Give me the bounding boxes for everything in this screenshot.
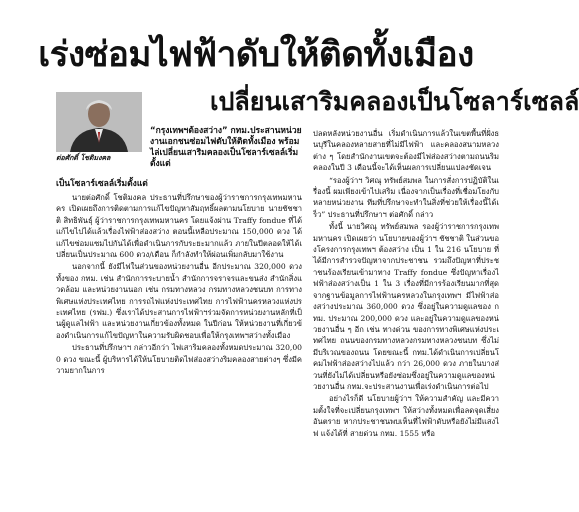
article-subhead: เป็นโซลาร์เซลล์เริ่มตั้งแต่	[56, 179, 148, 189]
author-photo	[56, 92, 142, 152]
paragraph: ประธานที่ปรึกษาฯ กล่าวอีกว่า ไฟเสาริมคลองทั้งหมดประมาณ 320,000 ดวง ขณะนี้ ผู้บริหารได้ให้นโยบายติดไฟส่องสว่างริมคลองสายต่างๆ ซึ่งมีความยากในการ	[56, 343, 302, 376]
paragraph: อย่างไรก็ดี นโยบายผู้ว่าฯ ให้ความสำคัญ และมีความตั้งใจที่จะเปลี่ยนกรุงเทพฯ ให้สว่างทั้งหมดเพื่อลดจุดเสี่ยงอันตราย หากประชาชนพบเห็นที่ไฟฟ้าดับหรือยังไม่มีแสงไฟ แจ้งได้ที่ สายด่วน กทม. 1555 หรือ	[313, 394, 499, 438]
headline-line-2: เปลี่ยนเสาริมคลองเป็นโซลาร์เซลล์	[210, 87, 579, 116]
paragraph: นอกจากนี้ ยังมีไฟในส่วนของหน่วยงานอื่น อีกประมาณ 320,000 ดวง ทั้งของ กทม. เช่น สำนักการระบายน้ำ สำนักการจราจรและขนส่ง สำนักสิ่งแวดล้อม และหน่วยงานนอก เช่น กรมทางหลวง กรมทางหลวงชนบท การทางพิเศษแห่งประเทศไทย การรถไฟแห่งประเทศไทย การไฟฟ้านครหลวงแห่งประเทศไทย (รฟม.) ซึ่งเราได้ประสานการไฟฟ้าฯร่วมจัดการหน่วยงานหลักที่เป็นผู้ดูแลไฟฟ้า และหน่วยงานเกี่ยวข้องทั้งหมด ในปีก่อน ให้หน่วยงานที่เกี่ยวข้องดำเนินการแก้ไขปัญหาในความรับผิดชอบเพื่อให้กรุงเทพฯสว่างทั้งเมือง	[56, 262, 302, 340]
article-lede: “กรุงเทพฯต้องสว่าง” กทม.ประสานหน่วยงานเอกชนซ่อมไฟดับให้ติดทั้งเมือง พร้อมไล่เปลี่ยนเสาริมคลองเป็นโซลาร์เซลล์เริ่มตั้งแต่	[150, 126, 302, 169]
headline-line-1: เร่งซ่อมไฟฟ้าดับให้ติดทั้งเมือง	[38, 35, 474, 75]
paragraph: ปลดหลังหน่วยงานอื่น เริ่มดำเนินการแล้วในเขตพื้นที่ฝั่งธนบุรีในคลองหลายสายที่ไม่มีไฟฟ้า และคลองสนามหลวงต่าง ๆ โดยสำนักงานเขตจะต้องมีไฟส่องสว่างตามถนนริมคลองในปี 3 เดือนนี้จะได้เห็นผลการเปลี่ยนแปลงชัดเจน	[313, 129, 499, 173]
paragraph: “รองผู้ว่าฯ วิศณุ ทรัพย์สมพล ในการสั่งการปฏิบัติในเรื่องนี้ ผมเพียงเข้าไปเสริม เนื่องจากเป็นเรื่องที่เชื่อมโยงกับหลายหน่วยงาน ทีมที่ปรึกษาจะทำในสิ่งที่ช่วยให้เรื่องนี้ได้เร็ว” ประธานที่ปรึกษาฯ ต่อศักดิ์ กล่าว	[313, 175, 499, 219]
portrait-image	[56, 92, 142, 152]
photo-caption: ต่อศักดิ์ โชติมงคล	[56, 154, 111, 162]
paragraph: ทั้งนี้ นายวิศณุ ทรัพย์สมพล รองผู้ว่าราชการกรุงเทพมหานคร เปิดเผยว่า นโยบายของผู้ว่าฯ ชัชชาติ ในส่วนของโครงการกรุงเทพฯ ต้องสว่าง เป็น 1 ใน 216 นโยบาย ที่ได้มีการสำรวจปัญหาจากประชาชน รวมถึงปัญหาที่ประชาชนร้องเรียนเข้ามาทาง Traffy fondue ซึ่งปัญหาเรื่องไฟฟ้าส่องสว่างเป็น 1 ใน 3 เรื่องที่มีการร้องเรียนมากที่สุด จากฐานข้อมูลการไฟฟ้านครหลวงในกรุงเทพฯ มีไฟฟ้าส่องสว่างประมาณ 360,000 ดวง ซึ่งอยู่ในความดูแลของ กทม. ประมาณ 200,000 ดวง และอยู่ในความดูแลของหน่วยงานอื่น ๆ อีก เช่น ทางด่วน ของการทางพิเศษแห่งประเทศไทย ถนนของกรมทางหลวงกรมทางหลวงชนบท ซึ่งไม่มีบริเวณของถนน โดยขณะนี้ กทม.ได้ดำเนินการเปลี่ยนโคมไฟฟ้าส่องสว่างไปแล้ว กว่า 26,000 ดวง ภายในบางส่วนที่ยังไม่ได้เปลี่ยนหรือยังซ่อมซึ่งอยู่ในความดูแลของหน่วยงานอื่น กทม.จะประสานงานเพื่อเร่งดำเนินการต่อไป	[313, 222, 500, 391]
article-column-left	[56, 178, 302, 378]
paragraph: นายต่อศักดิ์ โชติมงคล ประธานที่ปรึกษาของผู้ว่าราชการกรุงเทพมหานคร เปิดเผยถึงการติดตามการแก้ไขปัญหาสัมฤทธิ์ผลตามนโยบาย นายชัชชาติ สิทธิพันธุ์ ผู้ว่าราชการกรุงเทพมหานคร โดยแจ้งผ่าน Traffy fondue ที่ได้แก้ไขไปได้แล้วเรื่องไฟฟ้าส่องสว่าง ตอนนี้เหลือประมาณ 150,000 ดวง ได้แก้ไขซ่อมแซมไปกันได้เพื่อดำเนินการกับระยะมากแล้ว ภายในปีตลอดให้ได้เปลี่ยนเป็นประมาณ 600 ดวง/เดือน ก็กำลังทำให้ผ่อนเพิ่มกลับมาใช้งาน	[56, 193, 302, 260]
article-column-right	[313, 128, 499, 440]
